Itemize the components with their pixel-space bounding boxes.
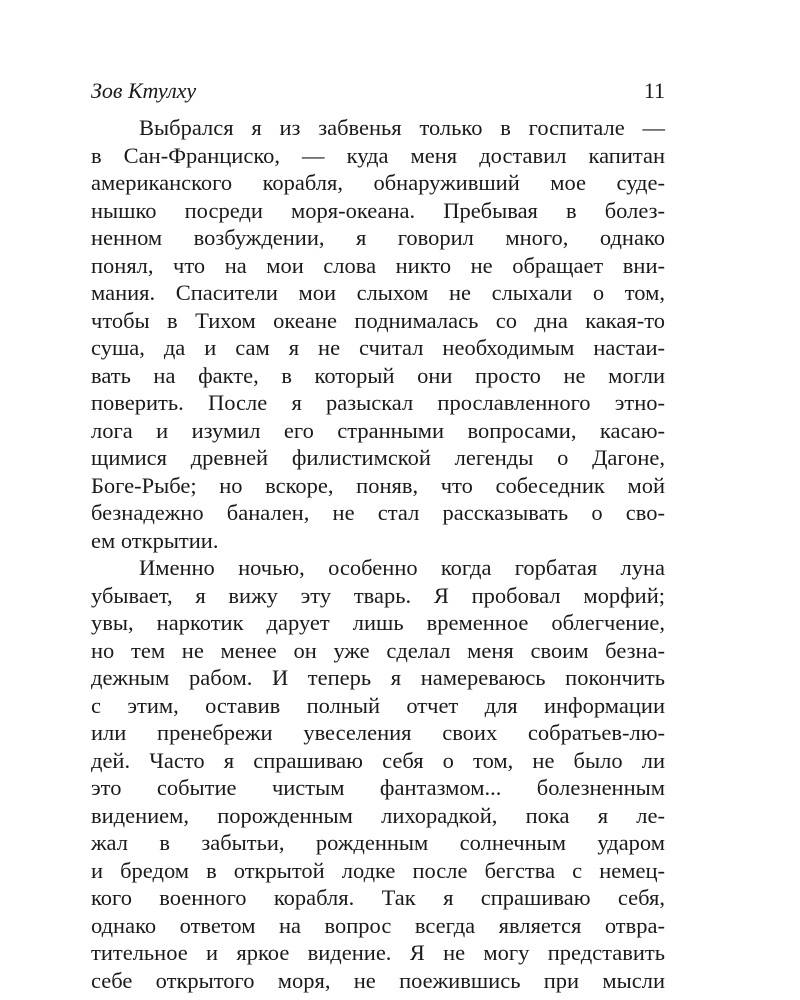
text-line: убывает, я вижу эту тварь. Я пробовал морфий; (91, 582, 665, 608)
text-line: чтобы в Тихом океане поднималась со дна какая-то (91, 307, 665, 333)
text-line: дежным рабом. И теперь я намереваюсь покончить (91, 665, 665, 690)
text-line: суша, да и сам я не считал необходимым настаи- (91, 335, 665, 360)
text-line: это событие чистым фантазмом... болезненным (91, 775, 665, 800)
text-line: видением, порожденным лихорадкой, пока я ле- (91, 802, 665, 828)
text-line: щимися древней филистимской легенды о Дагоне, (91, 445, 665, 470)
text-line: жал в забытьи, рожденным солнечным ударом (91, 830, 665, 855)
text-line: в Сан-Франциско, — куда меня доставил капитан (91, 142, 665, 168)
paragraph (91, 114, 665, 554)
text-line: безнадежно банален, не стал рассказывать о сво- (91, 500, 665, 525)
text-line: кого военного корабля. Так я спрашиваю себя, (91, 885, 665, 910)
text-line: увы, наркотик дарует лишь временное облегчение, (91, 610, 665, 635)
text-line: ненном возбуждении, я говорил много, однако (91, 225, 665, 250)
text-line: понял, что на мои слова никто не обращает вни- (91, 252, 665, 278)
text-line: с этим, оставив полный отчет для информации (91, 692, 665, 718)
text-line: себе открытого моря, не поежившись при мысли (91, 967, 665, 993)
body-text (91, 114, 665, 994)
text-line: ем открытии. (91, 527, 219, 553)
text-line: тительное и яркое видение. Я не могу представить (91, 940, 665, 965)
text-line: лога и изумил его странными вопросами, касаю- (91, 417, 665, 443)
text-line: дей. Часто я спрашиваю себя о том, не было ли (91, 747, 665, 773)
text-line: поверить. После я разыскал прославленного этно- (91, 390, 665, 415)
text-line: или пренебрежи увеселения своих собратьев-лю- (91, 720, 665, 745)
text-line: американского корабля, обнаруживший мое суде- (91, 170, 665, 195)
text-line: Боге-Рыбе; но вскоре, поняв, что собеседник мой (91, 472, 665, 498)
running-title: Зов Ктулху (91, 78, 197, 103)
text-line: мания. Спасители мои слыхом не слыхали о том, (91, 280, 665, 305)
running-head (91, 78, 665, 110)
text-line: Выбрался я из забвенья только в госпитале — (139, 115, 665, 140)
text-line: но тем не менее он уже сделал меня своим безна- (91, 637, 665, 663)
text-line: однако ответом на вопрос всегда является отвра- (91, 912, 665, 938)
text-line: нышко посреди моря-океана. Пребывая в болез- (91, 197, 665, 223)
text-line: и бредом в открытой лодке после бегства с немец- (91, 857, 665, 883)
text-line: вать на факте, в который они просто не могли (91, 362, 665, 388)
paragraph (91, 554, 665, 994)
page-number: 11 (643, 78, 665, 103)
text-line: Именно ночью, особенно когда горбатая луна (139, 555, 665, 580)
